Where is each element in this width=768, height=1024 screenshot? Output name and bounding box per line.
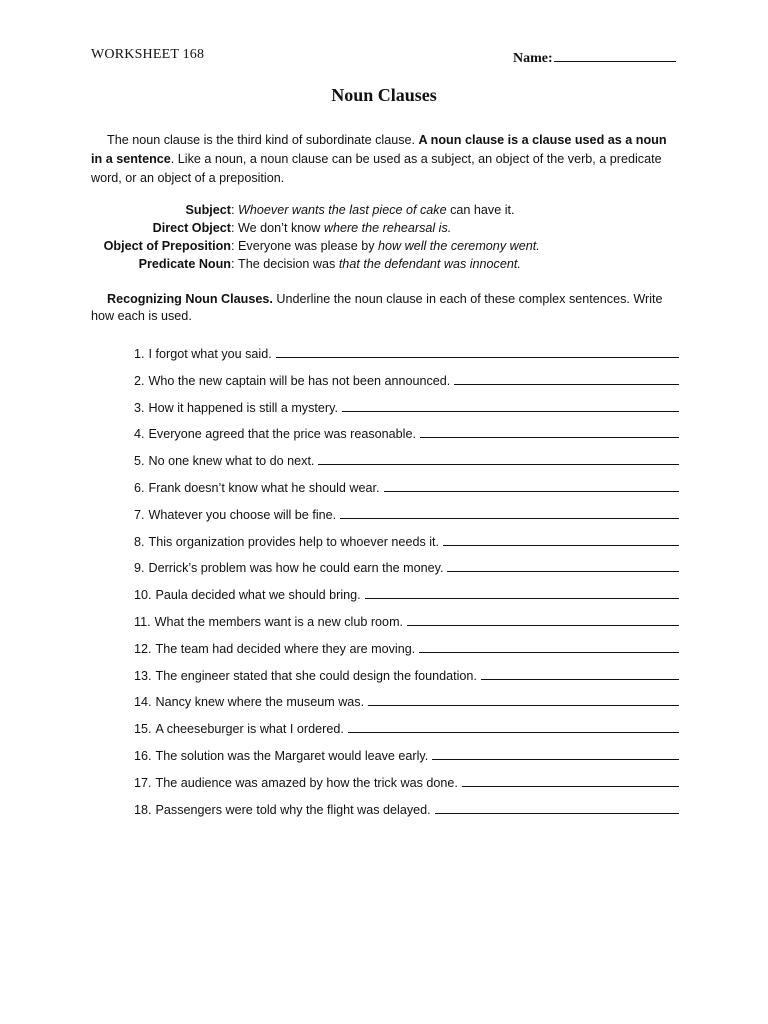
intro-text-1: The noun clause is the third kind of subordinate clause. (107, 133, 419, 147)
example-label: Subject (185, 203, 231, 217)
exercise-sentence: Derrick’s problem was how he could earn the money. (148, 561, 444, 576)
exercise-item: 9. Derrick’s problem was how he could earn the money. (134, 558, 679, 585)
instructions-paragraph (91, 291, 677, 325)
exercise-item: 2. Who the new captain will be has not been announced. (134, 371, 679, 398)
exercise-item: 5. No one knew what to do next. (134, 451, 679, 478)
exercise-item: 13. The engineer stated that she could design the foundation. (134, 666, 679, 693)
exercise-sentence: Who the new captain will be has not been announced. (148, 373, 451, 388)
example-label: Direct Object (152, 221, 231, 235)
exercise-sentence: What the members want is a new club room. (154, 614, 404, 629)
answer-line[interactable] (368, 692, 679, 706)
exercise-item: 16. The solution was the Margaret would leave early. (134, 746, 679, 773)
exercise-sentence: I forgot what you said. (148, 347, 272, 361)
example-text: Everyone was please by how well the ceremony went. (238, 239, 540, 253)
example-text: We don’t know where the rehearsal is. (238, 221, 452, 235)
exercise-sentence: The engineer stated that she could design the foundation. (155, 668, 477, 683)
example-label: Predicate Noun (138, 257, 231, 271)
exercise-sentence: Nancy knew where the museum was. (155, 695, 365, 710)
intro-bold-definition: A noun clause is a clause used as a noun in a sentence (91, 133, 667, 166)
answer-line[interactable] (419, 639, 679, 653)
exercise-item: 6. Frank doesn’t know what he should wear. (134, 478, 679, 505)
answer-line[interactable] (443, 532, 679, 546)
exercise-item: 15. A cheeseburger is what I ordered. (134, 719, 679, 746)
answer-line[interactable] (340, 505, 679, 519)
name-label: Name: (513, 51, 553, 66)
example-row: Object of Preposition : Everyone was please by how well the ceremony went. (91, 237, 691, 255)
exercise-sentence: How it happened is still a mystery. (148, 400, 338, 415)
exercise-sentence: The team had decided where they are moving. (155, 641, 416, 656)
example-row: Direct Object : We don’t know where the rehearsal is. (91, 219, 691, 237)
answer-line[interactable] (384, 478, 679, 492)
answer-line[interactable] (365, 585, 679, 599)
answer-line[interactable] (462, 773, 679, 787)
instructions-text: Underline the noun clause in each of these complex sentences. Write how each is used. (91, 292, 663, 323)
example-text: The decision was that the defendant was innocent. (238, 257, 521, 271)
exercise-sentence: Frank doesn’t know what he should wear. (148, 480, 380, 495)
exercise-item: 18. Passengers were told why the flight was delayed. (134, 800, 679, 827)
instructions-heading: Recognizing Noun Clauses. (107, 292, 273, 306)
answer-line[interactable] (276, 344, 679, 358)
exercise-sentence: No one knew what to do next. (148, 454, 315, 469)
examples-list (91, 201, 691, 273)
name-blank[interactable] (554, 47, 676, 62)
exercise-sentence: This organization provides help to whoever needs it. (148, 534, 440, 549)
example-row: Predicate Noun : The decision was that the defendant was innocent. (91, 255, 691, 273)
answer-line[interactable] (432, 746, 679, 760)
exercise-sentence: Paula decided what we should bring. (155, 588, 361, 603)
exercise-item: 3. How it happened is still a mystery. (134, 398, 679, 425)
intro-text-2: . Like a noun, a noun clause can be used as a subject, an object of the verb, a predicate word, or an object of a preposition. (91, 152, 662, 185)
exercise-list (134, 344, 679, 826)
exercise-item: 12. The team had decided where they are moving. (134, 639, 679, 666)
worksheet-number: WORKSHEET 168 (91, 47, 205, 62)
exercise-sentence: Whatever you choose will be fine. (148, 507, 337, 522)
example-text: Whoever wants the last piece of cake can have it. (238, 203, 515, 217)
exercise-sentence: The audience was amazed by how the trick was done. (155, 775, 458, 790)
example-row: Subject : Whoever wants the last piece of cake can have it. (91, 201, 691, 219)
exercise-item: 8. This organization provides help to whoever needs it. (134, 532, 679, 559)
name-field (513, 47, 676, 67)
exercise-item: 10. Paula decided what we should bring. (134, 585, 679, 612)
intro-paragraph (91, 131, 677, 188)
page-title: Noun Clauses (331, 85, 437, 105)
exercise-sentence: A cheeseburger is what I ordered. (155, 722, 344, 737)
answer-line[interactable] (318, 451, 679, 465)
answer-line[interactable] (407, 612, 679, 626)
answer-line[interactable] (454, 371, 679, 385)
exercise-item: 7. Whatever you choose will be fine. (134, 505, 679, 532)
exercise-item: 4. Everyone agreed that the price was reasonable. (134, 424, 679, 451)
exercise-item: 14. Nancy knew where the museum was. (134, 692, 679, 719)
answer-line[interactable] (447, 558, 679, 572)
answer-line[interactable] (481, 666, 679, 680)
example-label: Object of Preposition (103, 239, 231, 253)
answer-line[interactable] (348, 719, 679, 733)
answer-line[interactable] (435, 800, 679, 814)
exercise-item: 11. What the members want is a new club room. (134, 612, 679, 639)
answer-line[interactable] (420, 424, 679, 438)
exercise-sentence: The solution was the Margaret would leave early. (155, 748, 429, 763)
exercise-sentence: Everyone agreed that the price was reasonable. (148, 427, 416, 442)
exercise-sentence: Passengers were told why the flight was delayed. (155, 802, 431, 817)
exercise-item: 1. I forgot what you said. (134, 344, 679, 371)
answer-line[interactable] (342, 398, 679, 412)
exercise-item: 17. The audience was amazed by how the trick was done. (134, 773, 679, 800)
